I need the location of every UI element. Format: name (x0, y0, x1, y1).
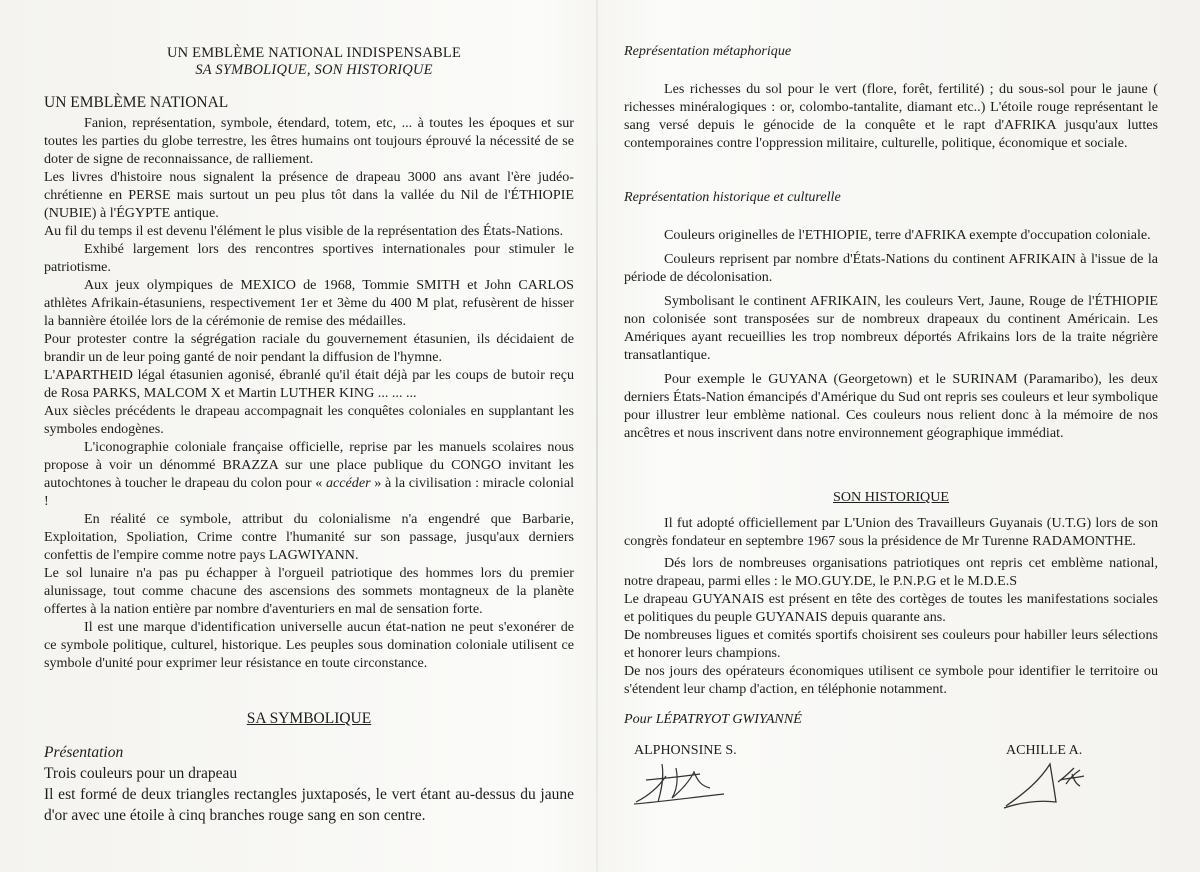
paragraph: Au fil du temps il est devenu l'élément le plus visible de la représentation des États-Nations. (44, 223, 564, 239)
title-line-2: SA SYMBOLIQUE, SON HISTORIQUE (195, 62, 433, 78)
son-historique-heading: SON HISTORIQUE (832, 489, 950, 505)
signature-alphonsine-icon (628, 758, 738, 808)
section-heading-symbolique: SA SYMBOLIQUE (246, 710, 372, 727)
brazza-text: L'iconographie coloniale française officielle, reprise par les manuels scolaires nous propose à voir un dénommé BRAZZA sur une place publique du CONGO invitant les autochtones à toucher le drapeau du colon pour « (44, 439, 574, 491)
paragraph: Symbolisant le continent AFRIKAIN, les couleurs Vert, Jaune, Rouge de l'ÉTHIOPIE non colonisée sont transposées sur de nombreux drapeaux du continent Américain. Les Amériques ayant recueillies les trop nombreux déportés Afrikains lors de la traite négrière transatlantique. (624, 293, 1158, 363)
paragraph: Pour protester contre la ségrégation raciale du gouvernement étasunien, ils décidaient de brandir un de leur poing ganté de noir pendant la diffusion de l'hymne. (44, 331, 574, 365)
paragraph: Le sol lunaire n'a pas pu échapper à l'orgueil patriotique des hommes lors du premier alunissage, tout comme chacune des ascensions des sommets montagneux de la planète offertes à la nation entière par nombre d'aventuriers en mal de sensation forte. (44, 565, 574, 617)
paragraph: Il fut adopté officiellement par L'Union des Travailleurs Guyanais (U.T.G) lors de son congrès fondateur en septembre 1967 sous la présidence de Mr Turenne RADAMONTHE. (624, 515, 1158, 549)
brazza-italic: accéder (325, 475, 371, 491)
paragraph: En réalité ce symbole, attribut du colonialisme n'a engendré que Barbarie, Exploitation, Spoliation, Crime contre l'humanité sur son passage, jusqu'aux derniers confettis de l'empire comme notre pays LAGWIYANN. (44, 511, 574, 563)
presentation-line: Trois couleurs pour un drapeau (44, 765, 238, 782)
paragraph: Fanion, représentation, symbole, étendard, totem, etc, ... à toutes les époques et sur toutes les parties du globe terrestre, les êtres humains ont toujours éprouvé la nécessité de se doter de signe de reconnaissance, de ralliement. (44, 115, 574, 167)
paragraph: Les livres d'histoire nous signalent la présence de drapeau 3000 ans avant l'ère judéo-chrétienne en PERSE mais surtout un peu plus tôt dans la vallée du Nil de l'ÉTHIOPIE (NUBIE) à l'ÉGYPTE antique. (44, 169, 574, 221)
brazza-text-end: » à la civilisation : miracle colonial ! (44, 475, 574, 509)
presentation-block (44, 742, 574, 826)
paragraph: Dés lors de nombreuses organisations patriotiques ont repris cet emblème national, notre drapeau, parmi elles : le MO.GUY.DE, le P.N.P.G et le M.D.E.S (624, 555, 1158, 589)
history-culture-heading: Représentation historique et culturelle (624, 189, 841, 205)
historique-block (624, 514, 1158, 698)
signatory-2: ACHILLE A. (1006, 743, 1083, 758)
embleme-text-block (44, 114, 574, 672)
signatory-1: ALPHONSINE S. (634, 743, 737, 758)
page-fold (596, 0, 598, 872)
paragraph: De nos jours des opérateurs économiques utilisent ce symbole pour identifier le territoire ou s'étendent leur champ d'action, en téléphonie notamment. (624, 663, 1158, 697)
signature-achille-icon (996, 752, 1106, 812)
closing-line: Pour LÉPATRYOT GWIYANNÉ (624, 711, 802, 727)
section-heading-embleme: UN EMBLÈME NATIONAL (44, 94, 229, 111)
paragraph: Couleurs reprisent par nombre d'États-Nations du continent AFRIKAIN à l'issue de la période de décolonisation. (624, 251, 1158, 285)
metaphor-text: Les richesses du sol pour le vert (flore, forêt, fertilité) ; du sous-sol pour le jaune ( richesses minéralogiques : or, colombo-tantalite, diamant etc..) L'étoile rouge représentant le sang versé depuis le génocide de la conquête et le rapt d'AFRIKA jusqu'aux luttes contemporaines contre l'oppression militaire, culturelle, politique, économique et sociale. (624, 81, 1158, 151)
paragraph: L'APARTHEID légal étasunien agonisé, ébranlé qu'il était déjà par les coups de butoir reçu de Rosa PARKS, MALCOM X et Martin LUTHER KING ... ... ... (44, 367, 574, 401)
paragraph: Aux siècles précédents le drapeau accompagnait les conquêtes coloniales en supplantant les symboles endogènes. (44, 403, 574, 437)
presentation-label: Présentation (44, 744, 124, 761)
paragraph: De nombreuses ligues et comités sportifs choisirent ses couleurs pour habiller leurs sélections et honorer leurs champions. (624, 627, 1158, 661)
paragraph: Couleurs originelles de l'ETHIOPIE, terre d'AFRIKA exempte d'occupation coloniale. (664, 227, 1151, 243)
paragraph-brazza (44, 438, 574, 510)
paragraph: Le drapeau GUYANAIS est présent en tête des cortèges de toutes les manifestations sociales et politiques du peuple GUYANAIS depuis quarante ans. (624, 591, 1158, 625)
metaphor-heading: Représentation métaphorique (624, 43, 792, 59)
paragraph: Pour exemple le GUYANA (Georgetown) et le SURINAM (Paramaribo), les deux derniers États-Nation émancipés d'Amérique du Sud ont repris ses couleurs et leur symbolique pour illustrer leur emblème national. Ces couleurs nous relient donc à la mémoire de nos ancêtres et nous inscrivent dans notre environnement géographique immédiat. (624, 371, 1158, 441)
paragraph: Exhibé largement lors des rencontres sportives internationales pour stimuler le patriotisme. (44, 241, 574, 275)
paragraph: Il est une marque d'identification universelle aucun état-nation ne peut s'exonérer de ce symbole politique, culturel, historique. Les peuples sous domination coloniale utilisent ce symbole d'unité pour exprimer leur résistance en toute circonstance. (44, 619, 574, 671)
title-line-1: UN EMBLÈME NATIONAL INDISPENSABLE (166, 45, 462, 61)
presentation-text: Il est formé de deux triangles rectangles juxtaposés, le vert étant au-dessus du jaune d'or avec une étoile à cinq branches rouge sang en son centre. (44, 786, 574, 824)
paragraph: Aux jeux olympiques de MEXICO de 1968, Tommie SMITH et John CARLOS athlètes Afrikain-étasuniens, respectivement 1er et 3ème du 400 M plat, refusèrent de hisser la bannière étoilée lors de la cérémonie de remise des médailles. (44, 277, 574, 329)
history-culture-block (624, 226, 1158, 442)
